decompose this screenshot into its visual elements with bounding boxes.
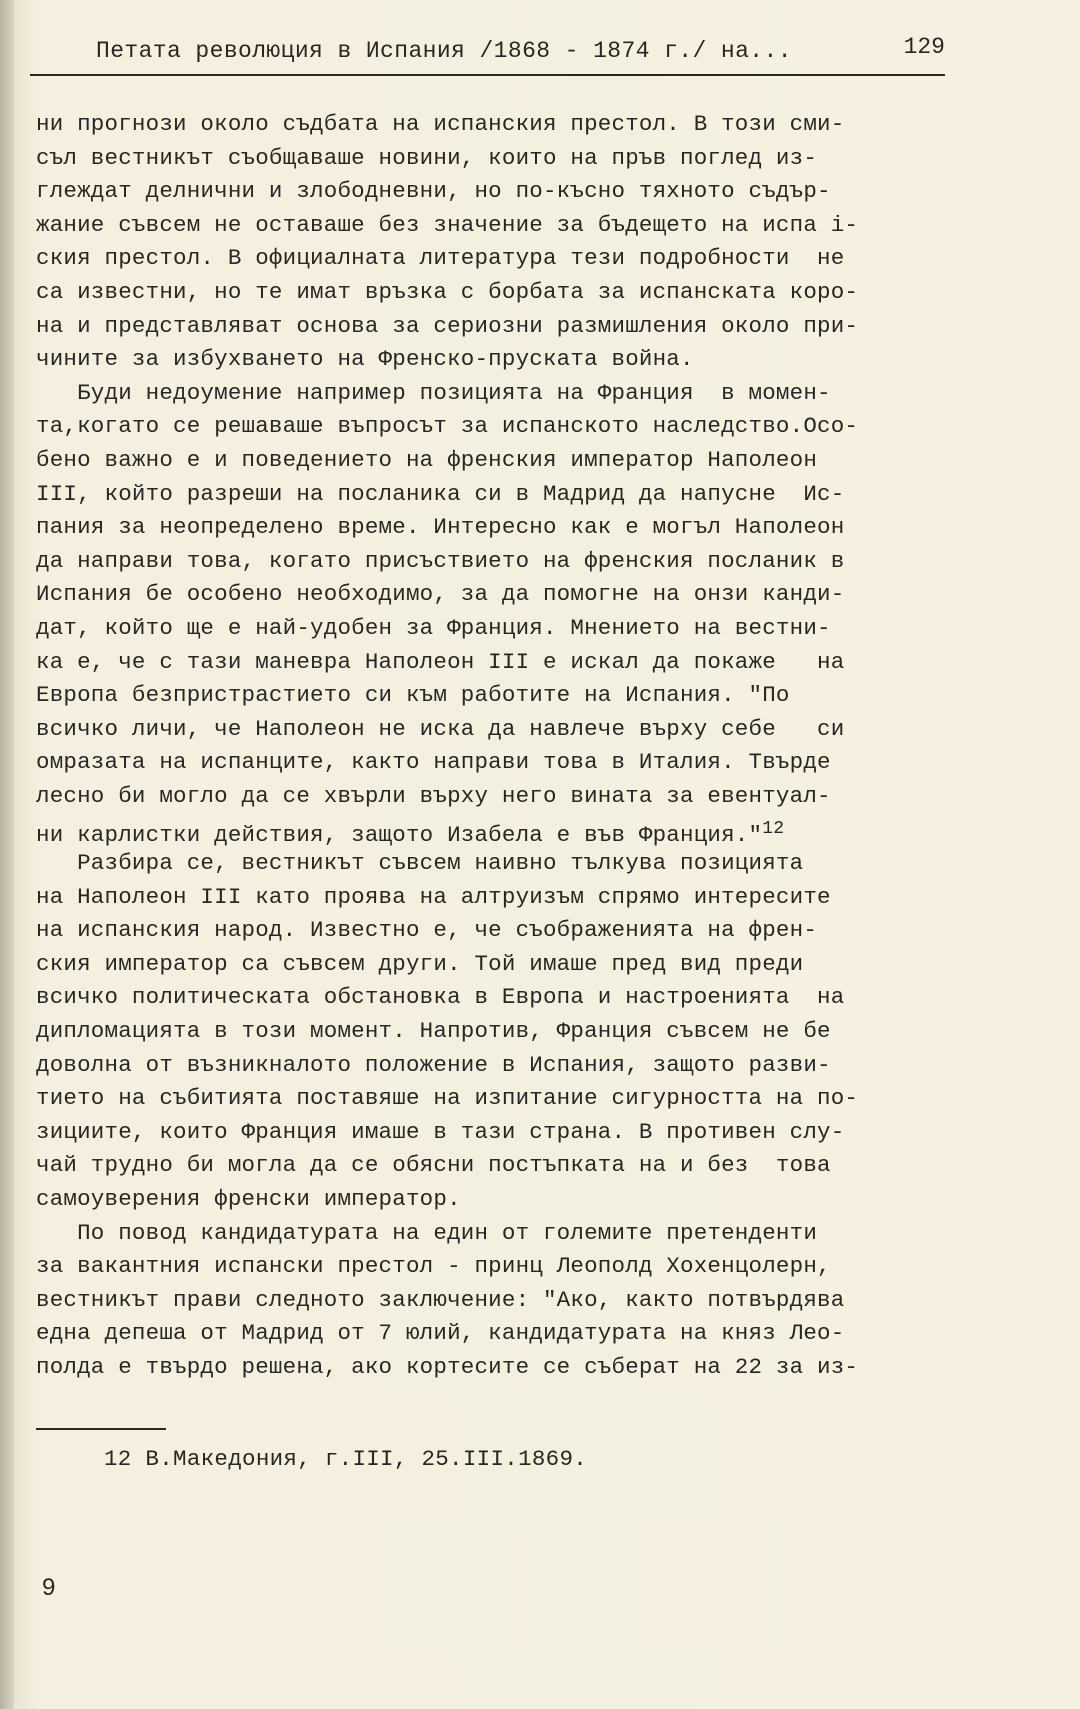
text-line: глеждат делнични и злободневни, но по-късно тяхното съдър- [36, 178, 831, 205]
text-line: за вакантния испански престол - принц Леополд Хохенцолерн, [36, 1253, 831, 1280]
text-line-with-footnote [36, 813, 966, 847]
text-line: Европа безпристрастието си към работите на Испания. "По [36, 682, 790, 709]
text-line: доволна от възникналото положение в Испания, защото разви- [36, 1051, 831, 1078]
text-line: III, който разреши на посланика си в Мадрид да напусне Ис- [36, 480, 845, 507]
text-line: съл вестникът съобщаваше новини, които на пръв поглед из- [36, 144, 818, 171]
text-line: са известни, но те имат връзка с борбата за испанската коро- [36, 278, 859, 305]
text-line: Буди недоумение например позицията на Франция в момен- [36, 379, 831, 406]
header-rule [30, 74, 945, 76]
text-line: дипломацията в този момент. Напротив, Франция съвсем не бе [36, 1018, 831, 1045]
text-line: пания за неопределено време. Интересно как е могъл Наполеон [36, 514, 845, 541]
text-line: да направи това, когато присъствието на френския посланик в [36, 547, 845, 574]
footnote-separator [36, 1428, 166, 1430]
text-line: чините за избухването на Френско-пруската война. [36, 346, 694, 373]
text-line: Разбира се, вестникът съвсем наивно тълкува позицията [36, 850, 804, 877]
text-line: самоуверения френски император. [36, 1186, 461, 1212]
text-line: дат, който ще е най-удобен за Франция. Мнението на вестни- [36, 614, 831, 641]
footnote-reference[interactable]: 12 [762, 819, 785, 840]
text-line: вестникът прави следното заключение: "Ако, както потвърдява [36, 1286, 845, 1313]
text-line: лесно би могло да се хвърли върху него вината за евентуал- [36, 782, 831, 809]
page-spine-shadow [0, 0, 14, 1709]
text-line: ския император са съвсем други. Той имаше пред вид преди [36, 950, 804, 977]
paragraph-4 [36, 1217, 966, 1385]
paragraph-2 [36, 377, 966, 847]
text-line: бено важно е и поведението на френския император Наполеон [36, 446, 818, 473]
sheet-number: 9 [42, 1574, 56, 1601]
text-line: По повод кандидатурата на един от големите претенденти [36, 1219, 818, 1246]
paragraph-3 [36, 847, 966, 1217]
text-line: всичко личи, че Наполеон не иска да навлече върху себе си [36, 715, 845, 742]
text-line: на испанския народ. Известно е, че съображенията на френ- [36, 917, 818, 944]
text-line: ския престол. В официалната литература тези подробности не [36, 245, 845, 272]
text-line: на и представляват основа за сериозни размишления около при- [36, 312, 859, 339]
text-line: тието на събитията поставяше на изпитание сигурността на по- [36, 1085, 859, 1112]
text-line: полда е твърдо решена, ако кортесите се съберат на 22 за из- [36, 1353, 859, 1380]
text-line-content: ни карлистки действия, защото Изабела е във Франция." [36, 822, 763, 849]
text-line: зициите, които Франция имаше в тази страна. В противен слу- [36, 1118, 845, 1145]
body-text [36, 108, 966, 1385]
text-line: всичко политическата обстановка в Европа и настроенията на [36, 984, 845, 1011]
text-line: омразата на испанците, както направи това в Италия. Твърде [36, 749, 831, 776]
running-title: Петата революция в Испания /1868 - 1874 г./ на... [96, 38, 792, 64]
text-line: Испания бе особено необходимо, за да помогне на онзи канди- [36, 581, 845, 608]
text-line: та,когато се решаваше въпросът за испанското наследство.Осо- [36, 413, 859, 440]
text-line: ка е, че с тази маневра Наполеон III е искал да покаже на [36, 648, 845, 675]
text-line: жание съвсем не оставаше без значение за бъдещето на испа і- [36, 211, 859, 238]
text-line: на Наполеон III като проява на алтруизъм спрямо интересите [36, 883, 831, 910]
page-number: 129 [903, 34, 945, 60]
page-header [30, 34, 945, 78]
text-line: ни прогнози около съдбата на испанския престол. В този сми- [36, 111, 845, 137]
paragraph-1 [36, 108, 966, 377]
text-line: чай трудно би могла да се обясни постъпката на и без това [36, 1152, 831, 1179]
footnote: 12 В.Македония, г.III, 25.III.1869. [104, 1446, 588, 1472]
text-line: една депеша от Мадрид от 7 юлий, кандидатурата на княз Лео- [36, 1320, 845, 1347]
